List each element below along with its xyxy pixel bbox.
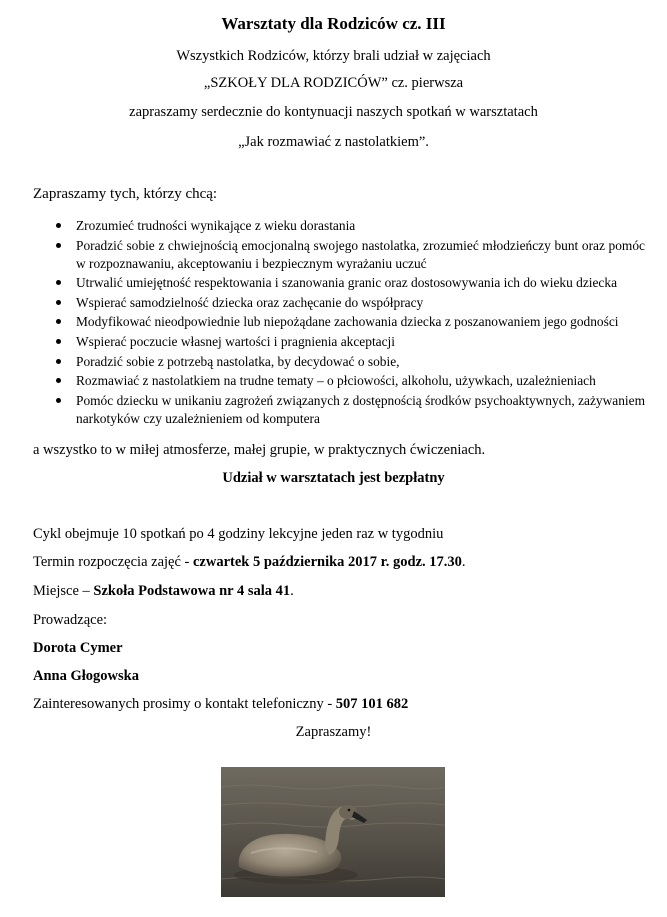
term-info <box>33 554 466 571</box>
school-part: cz. pierwsza <box>387 75 464 91</box>
list-item: Pomóc dziecku w unikaniu zagrożeń związanych z dostępnością środków psychoaktywnych, zażywaniem narkotyków czy uzależnieniem od komputera <box>33 392 645 428</box>
page-title: Warsztaty dla Rodziców cz. III <box>221 14 446 33</box>
list-item: Poradzić sobie z potrzebą nastolatka, by decydować o sobie, <box>33 353 645 371</box>
place-end: . <box>290 583 294 599</box>
term-value: czwartek 5 października 2017 r. godz. 17.30 <box>189 554 462 570</box>
term-label: Termin rozpoczęcia zajęć - <box>33 554 190 570</box>
list-item: Modyfikować nieodpowiednie lub niepożądane zachowania dziecka z poszanowaniem jego godności <box>33 313 645 331</box>
host-name: Dorota Cymer <box>33 640 123 656</box>
term-end: . <box>461 554 466 570</box>
school-name: „SZKOŁY DLA RODZICÓW” <box>203 75 388 91</box>
bullet-icon <box>56 319 61 324</box>
closing-text: Zapraszamy! <box>295 724 372 740</box>
contact-phone: 507 101 682 <box>332 696 409 712</box>
free-note: Udział w warsztatach jest bezpłatny <box>222 470 445 486</box>
bullet-icon <box>56 378 61 383</box>
list-item: Utrwalić umiejętność respektowania i szanowania granic oraz dostosowywania ich do wieku dziecka <box>33 274 645 292</box>
hosts-label: Prowadzące: <box>33 612 108 628</box>
bullet-icon <box>56 223 61 228</box>
list-item: Poradzić sobie z chwiejnością emocjonalną swojego nastolatka, zrozumieć młodzieńczy bunt oraz pomóc w rozpoznawaniu, akceptowaniu i bezpiecznym wyrażaniu uczuć <box>33 237 645 273</box>
list-item: Zrozumieć trudności wynikające z wieku dorastania <box>33 217 645 235</box>
contact-label: Zainteresowanych prosimy o kontakt telefoniczny - <box>33 696 333 712</box>
bullet-icon <box>56 398 61 403</box>
place-label: Miejsce – <box>33 583 90 599</box>
cygnet-photo <box>221 767 445 897</box>
bullet-icon <box>56 300 61 305</box>
workshop-name: „Jak rozmawiać z nastolatkiem”. <box>238 134 429 150</box>
intro-line-3: zapraszamy serdecznie do kontynuacji naszych spotkań w warsztatach <box>129 104 538 120</box>
list-item: Wspierać poczucie własnej wartości i pragnienia akceptacji <box>33 333 645 351</box>
host-name: Anna Głogowska <box>33 668 139 684</box>
invite-text: Zapraszamy tych, którzy chcą: <box>33 186 218 202</box>
atmosphere-text: a wszystko to w miłej atmosferze, małej grupie, w praktycznych ćwiczeniach. <box>33 442 486 458</box>
bullet-icon <box>56 339 61 344</box>
place-info <box>33 583 294 600</box>
cycle-info: Cykl obejmuje 10 spotkań po 4 godziny lekcyjne jeden raz w tygodniu <box>33 526 444 542</box>
bullet-icon <box>56 359 61 364</box>
list-item: Rozmawiać z nastolatkiem na trudne tematy – o płciowości, alkoholu, używkach, uzależnieniach <box>33 372 645 390</box>
bullet-icon <box>56 280 61 285</box>
bullet-icon <box>56 243 61 248</box>
intro-line-1: Wszystkich Rodziców, którzy brali udział w zajęciach <box>176 48 491 64</box>
goals-list <box>33 217 645 429</box>
place-value: Szkoła Podstawowa nr 4 sala 41 <box>89 583 291 599</box>
intro-line-2 <box>0 75 667 92</box>
contact-info <box>33 696 408 713</box>
list-item: Wspierać samodzielność dziecka oraz zachęcanie do współpracy <box>33 294 645 312</box>
